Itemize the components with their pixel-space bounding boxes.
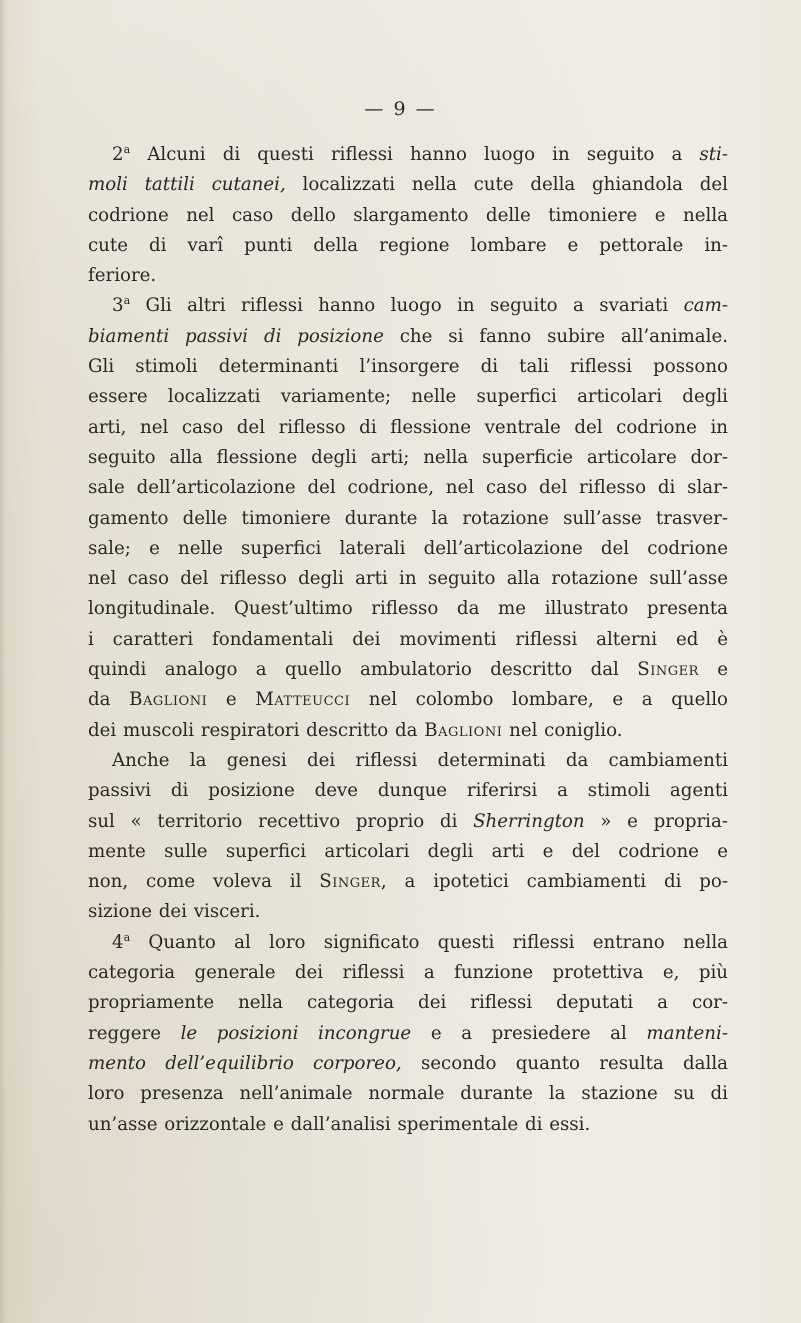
text-line: [88, 291, 728, 321]
text-line: [88, 655, 728, 685]
author-name: Singer: [319, 871, 381, 893]
text-run: feriore.: [88, 265, 157, 287]
text-line: [88, 564, 728, 594]
text-line: [88, 170, 728, 200]
text-line: [88, 140, 728, 170]
text-run: essere localizzati variamente; nelle superfici articolari degli: [88, 386, 728, 408]
text-run: Quanto al loro significato questi riflessi entrano nella: [130, 931, 728, 953]
text-run: dei muscoli respiratori descritto da: [88, 719, 425, 741]
text-run: » e propria-: [584, 810, 728, 832]
text-run: da: [88, 689, 130, 711]
italic-text: manteni-: [646, 1022, 728, 1044]
text-line: [88, 352, 728, 382]
author-name: Baglioni: [424, 719, 503, 741]
text-run: localizzati nella cute della ghiandola del: [285, 174, 729, 196]
text-line: [88, 413, 728, 443]
text-line: [88, 1079, 728, 1109]
text-run: che si fanno subire all’animale.: [383, 325, 728, 347]
superscript: a: [123, 143, 131, 156]
text-run: reggere: [88, 1022, 181, 1044]
text-run: Gli altri riflessi hanno luogo in seguito a svariati: [130, 295, 684, 317]
text-run: nel coniglio.: [502, 719, 623, 741]
italic-text: moli tattili cutanei,: [88, 174, 286, 196]
text-run: mente sulle superfici articolari degli arti e del codrione e: [88, 840, 728, 862]
text-run: arti, nel caso del riflesso di flessione ventrale del codrione in: [88, 416, 728, 438]
text-run: nel colombo lombare, e a quello: [350, 689, 728, 711]
text-line: [88, 382, 728, 412]
text-run: sul « territorio recettivo proprio di: [88, 810, 474, 832]
text-line: [88, 504, 728, 534]
author-name: Matteucci: [255, 689, 351, 711]
text-line: [88, 897, 728, 927]
italic-text: cam-: [683, 295, 728, 317]
text-run: sale dell’articolazione del codrione, nel caso del riflesso di slar-: [88, 477, 728, 499]
text-run: passivi di posizione deve dunque riferirsi a stimoli agenti: [88, 780, 728, 802]
text-line: [88, 231, 728, 261]
text-run: un’asse orizzontale e dall’analisi sperimentale di essi.: [88, 1113, 591, 1135]
text-run: propriamente nella categoria dei riflessi deputati a cor-: [88, 992, 728, 1014]
text-run: non, come voleva il: [88, 871, 320, 893]
text-line: [88, 201, 728, 231]
text-run: longitudinale. Quest’ultimo riflesso da me illustrato presenta: [88, 598, 728, 620]
text-line: [88, 988, 728, 1018]
text-line: [88, 534, 728, 564]
text-run: Anche la genesi dei riflessi determinati da cambiamenti: [112, 749, 728, 771]
text-run: quindi analogo a quello ambulatorio descritto dal: [88, 659, 638, 681]
text-line: [88, 1049, 728, 1079]
text-run: e: [207, 689, 256, 711]
text-line: [88, 261, 728, 291]
text-run: i caratteri fondamentali dei movimenti riflessi alterni ed è: [88, 628, 728, 650]
author-name: Baglioni: [129, 689, 208, 711]
page-number: — 9 —: [364, 98, 437, 120]
text-run: codrione nel caso dello slargamento delle timoniere e nella: [88, 204, 728, 226]
text-line: [88, 1110, 728, 1140]
italic-text: le posizioni incongrue: [180, 1022, 412, 1044]
text-run: sale; e nelle superfici laterali dell’articolazione del codrione: [88, 537, 728, 559]
text-line: [88, 443, 728, 473]
text-line: [88, 958, 728, 988]
text-run: nel caso del riflesso degli arti in seguito alla rotazione sull’asse: [88, 568, 728, 590]
text-run: e: [698, 659, 728, 681]
text-line: [88, 746, 728, 776]
text-run: e a presiedere al: [411, 1022, 647, 1044]
text-run: cute di varî punti della regione lombare e pettorale in-: [88, 234, 728, 256]
italic-text: sti-: [699, 144, 728, 165]
text-run: Alcuni di questi riflessi hanno luogo in seguito a: [130, 144, 700, 165]
text-run: categoria generale dei riflessi a funzione protettiva e, più: [88, 962, 728, 984]
text-line: [88, 685, 728, 715]
italic-text: biamenti passivi di posizione: [88, 325, 384, 347]
text-line: [88, 625, 728, 655]
text-line: [88, 776, 728, 806]
text-line: [88, 837, 728, 867]
page-edge-shadow: [0, 0, 6, 1323]
text-run: gamento delle timoniere durante la rotazione sull’asse trasver-: [88, 507, 728, 529]
text-line: [88, 473, 728, 503]
text-run: , a ipotetici cambiamenti di po-: [380, 871, 728, 893]
text-line: [88, 867, 728, 897]
text-line: [88, 1019, 728, 1049]
text-run: loro presenza nell’animale normale durante la stazione su di: [88, 1083, 728, 1105]
text-line: [88, 716, 728, 746]
text-run: 4: [112, 931, 124, 953]
text-run: 3: [112, 295, 124, 317]
text-line: [88, 807, 728, 837]
italic-text: Sherrington: [473, 810, 585, 832]
text-run: 2: [112, 144, 124, 165]
superscript: a: [123, 294, 131, 308]
superscript: a: [123, 930, 131, 944]
text-line: [88, 322, 728, 352]
text-run: seguito alla flessione degli arti; nella superficie articolare dor-: [88, 446, 728, 468]
author-name: Singer: [637, 659, 699, 681]
text-run: Gli stimoli determinanti l’insorgere di tali riflessi possono: [88, 356, 728, 378]
italic-text: mento dell’equilibrio corporeo,: [88, 1052, 402, 1074]
text-run: sizione dei visceri.: [88, 901, 261, 923]
text-line: [88, 594, 728, 624]
body-text: [88, 140, 728, 1140]
text-run: secondo quanto resulta dalla: [401, 1052, 728, 1074]
text-line: [88, 928, 728, 958]
